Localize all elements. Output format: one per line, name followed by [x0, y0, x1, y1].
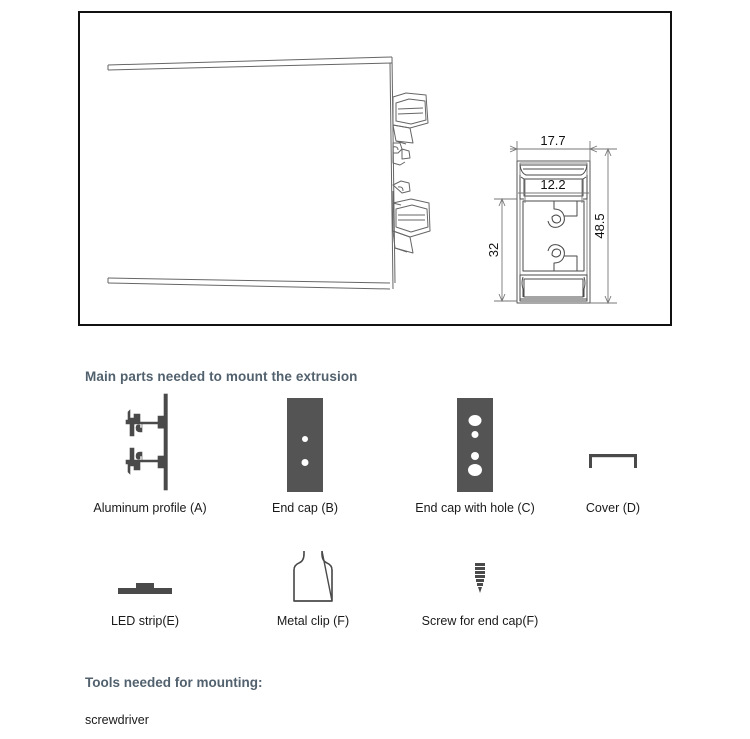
- part-label: Metal clip (F): [276, 614, 350, 628]
- dimension-width-inner: 12.2: [540, 177, 566, 192]
- end-cap-icon: [240, 392, 370, 492]
- cover-icon: [558, 392, 668, 492]
- dimension-height-inner: 32: [486, 242, 501, 258]
- aluminum-profile-icon: [85, 392, 215, 492]
- aluminum-extrusion-perspective: [108, 57, 430, 289]
- drawing-box: [78, 11, 672, 326]
- part-metal-clip: [248, 545, 378, 628]
- tools-item-screwdriver: screwdriver: [85, 713, 149, 727]
- tools-heading: Tools needed for mounting:: [85, 675, 263, 690]
- extrusion-technical-drawing: [80, 13, 670, 324]
- part-cover: [558, 392, 668, 515]
- part-label: Screw for end cap(F): [421, 614, 539, 628]
- led-strip-icon: [80, 545, 210, 605]
- part-label: Aluminum profile (A): [93, 501, 207, 515]
- screw-icon: [410, 545, 550, 605]
- part-end-cap: [240, 392, 370, 515]
- part-label: LED strip(E): [110, 614, 180, 628]
- part-end-cap-with-hole: [405, 392, 545, 515]
- part-aluminum-profile: [85, 392, 215, 515]
- part-label: End cap (B): [271, 501, 338, 515]
- parts-heading: Main parts needed to mount the extrusion: [85, 369, 358, 384]
- metal-clip-icon: [248, 545, 378, 605]
- end-cap-with-hole-icon: [405, 392, 545, 492]
- part-label: End cap with hole (C): [415, 501, 535, 515]
- part-led-strip: [80, 545, 210, 628]
- dimension-width-outer: 17.7: [540, 133, 566, 148]
- part-label: Cover (D): [585, 501, 641, 515]
- part-screw: [410, 545, 550, 628]
- dimension-height-outer: 48.5: [592, 213, 607, 239]
